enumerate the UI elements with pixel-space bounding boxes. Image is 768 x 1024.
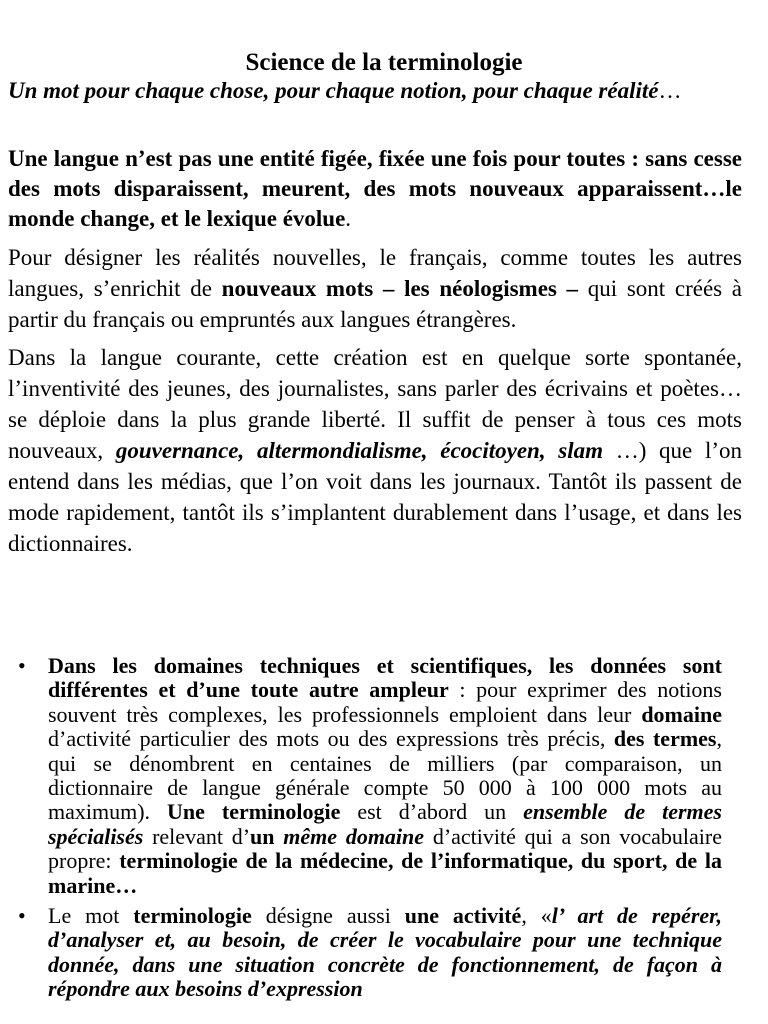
bullet-icon: • — [18, 653, 26, 678]
b2-text-2: désigne aussi — [251, 903, 405, 929]
b1-ensemble: ensemble de termes spécialisés — [48, 799, 722, 849]
bullet-item-activite — [0, 904, 722, 1002]
paragraph-langue — [8, 144, 742, 234]
b2-text-3: , « — [521, 903, 552, 929]
langue-text: Une langue n’est pas une entité figée, fixée une fois pour toutes : sans cesse des mots disparaissent, meurent, des mots nouveaux apparaissent…le monde change, et le lexique évolue — [8, 146, 742, 231]
langue-period: . — [345, 206, 352, 231]
b2-text-1: Le mot — [48, 903, 134, 929]
page-title: Science de la terminologie — [245, 48, 523, 76]
intro-text: Un mot pour chaque chose, pour chaque notion, pour chaque réalité — [8, 78, 659, 103]
bullet-icon: • — [18, 903, 26, 929]
b1-un: un — [250, 823, 284, 849]
b1-exemples: terminologie de la médecine, de l’informatique, du sport, de la marine… — [48, 848, 722, 898]
b1-terminologie: Une terminologie — [167, 799, 341, 825]
b1-lead: Dans les domaines techniques et scientifiques, les données sont différentes et d’une toute autre ampleur — [48, 653, 722, 703]
b1-text-5: relevant d’ — [143, 823, 251, 849]
bullet-list — [0, 654, 768, 1002]
b2-terminologie: terminologie — [133, 903, 252, 929]
courante-text-1: Dans la langue courante, cette création est en quelque sorte spontanée, l’inventivité des jeunes, des journalistes, sans parler des écrivains et poètes… se déploie dans la plus grande liberté. Il suffit de penser à tous ces mots nouveaux, — [8, 345, 742, 463]
neologismes-term: nouveaux mots – les néologismes – — [221, 276, 579, 301]
neologismes-text-1: Pour désigner les réalités nouvelles, le français, comme toutes les autres langues, s’enrichit de — [8, 245, 742, 301]
neologismes-text-2: qui sont créés à partir du français ou empruntés aux langues étrangères. — [8, 276, 742, 332]
bullet-item-domaines — [0, 654, 722, 898]
b1-text-1: : pour exprimer des notions souvent très complexes, les professionnels emploient dans leur — [48, 677, 722, 727]
courante-text-2: …) que l’on entend dans les médias, que l’on voit dans les journaux. Tantôt ils passent de mode rapidement, tantôt ils s’implantent durablement dans l’usage, et dans les dictionnaires. — [8, 438, 742, 556]
b1-domaine: domaine — [641, 701, 722, 727]
b1-text-4: est d’abord un — [340, 799, 524, 825]
b1-termes: des termes — [613, 726, 717, 752]
paragraph-intro — [8, 76, 742, 106]
b1-text-2: d’activité particulier des mots ou des expressions très précis, — [48, 726, 614, 752]
intro-ellipsis: … — [658, 78, 682, 103]
courante-examples: gouvernance, altermondialisme, écocitoyen, slam — [115, 438, 604, 463]
b2-definition: l’ art de repérer, d’analyser et, au besoin, de créer le vocabulaire pour une technique donnée, dans une situation concrète de fonctionnement, de façon à répondre aux besoins d’expression — [48, 903, 722, 1002]
b1-text-6: d’activité qui a son vocabulaire propre: — [48, 823, 723, 874]
b2-activite: une activité — [404, 903, 522, 929]
paragraph-neologismes — [8, 242, 742, 335]
paragraph-langue-courante — [8, 342, 742, 559]
b1-meme-domaine: même domaine — [283, 823, 425, 849]
b1-text-3: , qui se dénombrent en centaines de milliers (par comparaison, un dictionnaire de langue générale compte 50 000 à 100 000 mots au maximum). — [48, 726, 722, 825]
